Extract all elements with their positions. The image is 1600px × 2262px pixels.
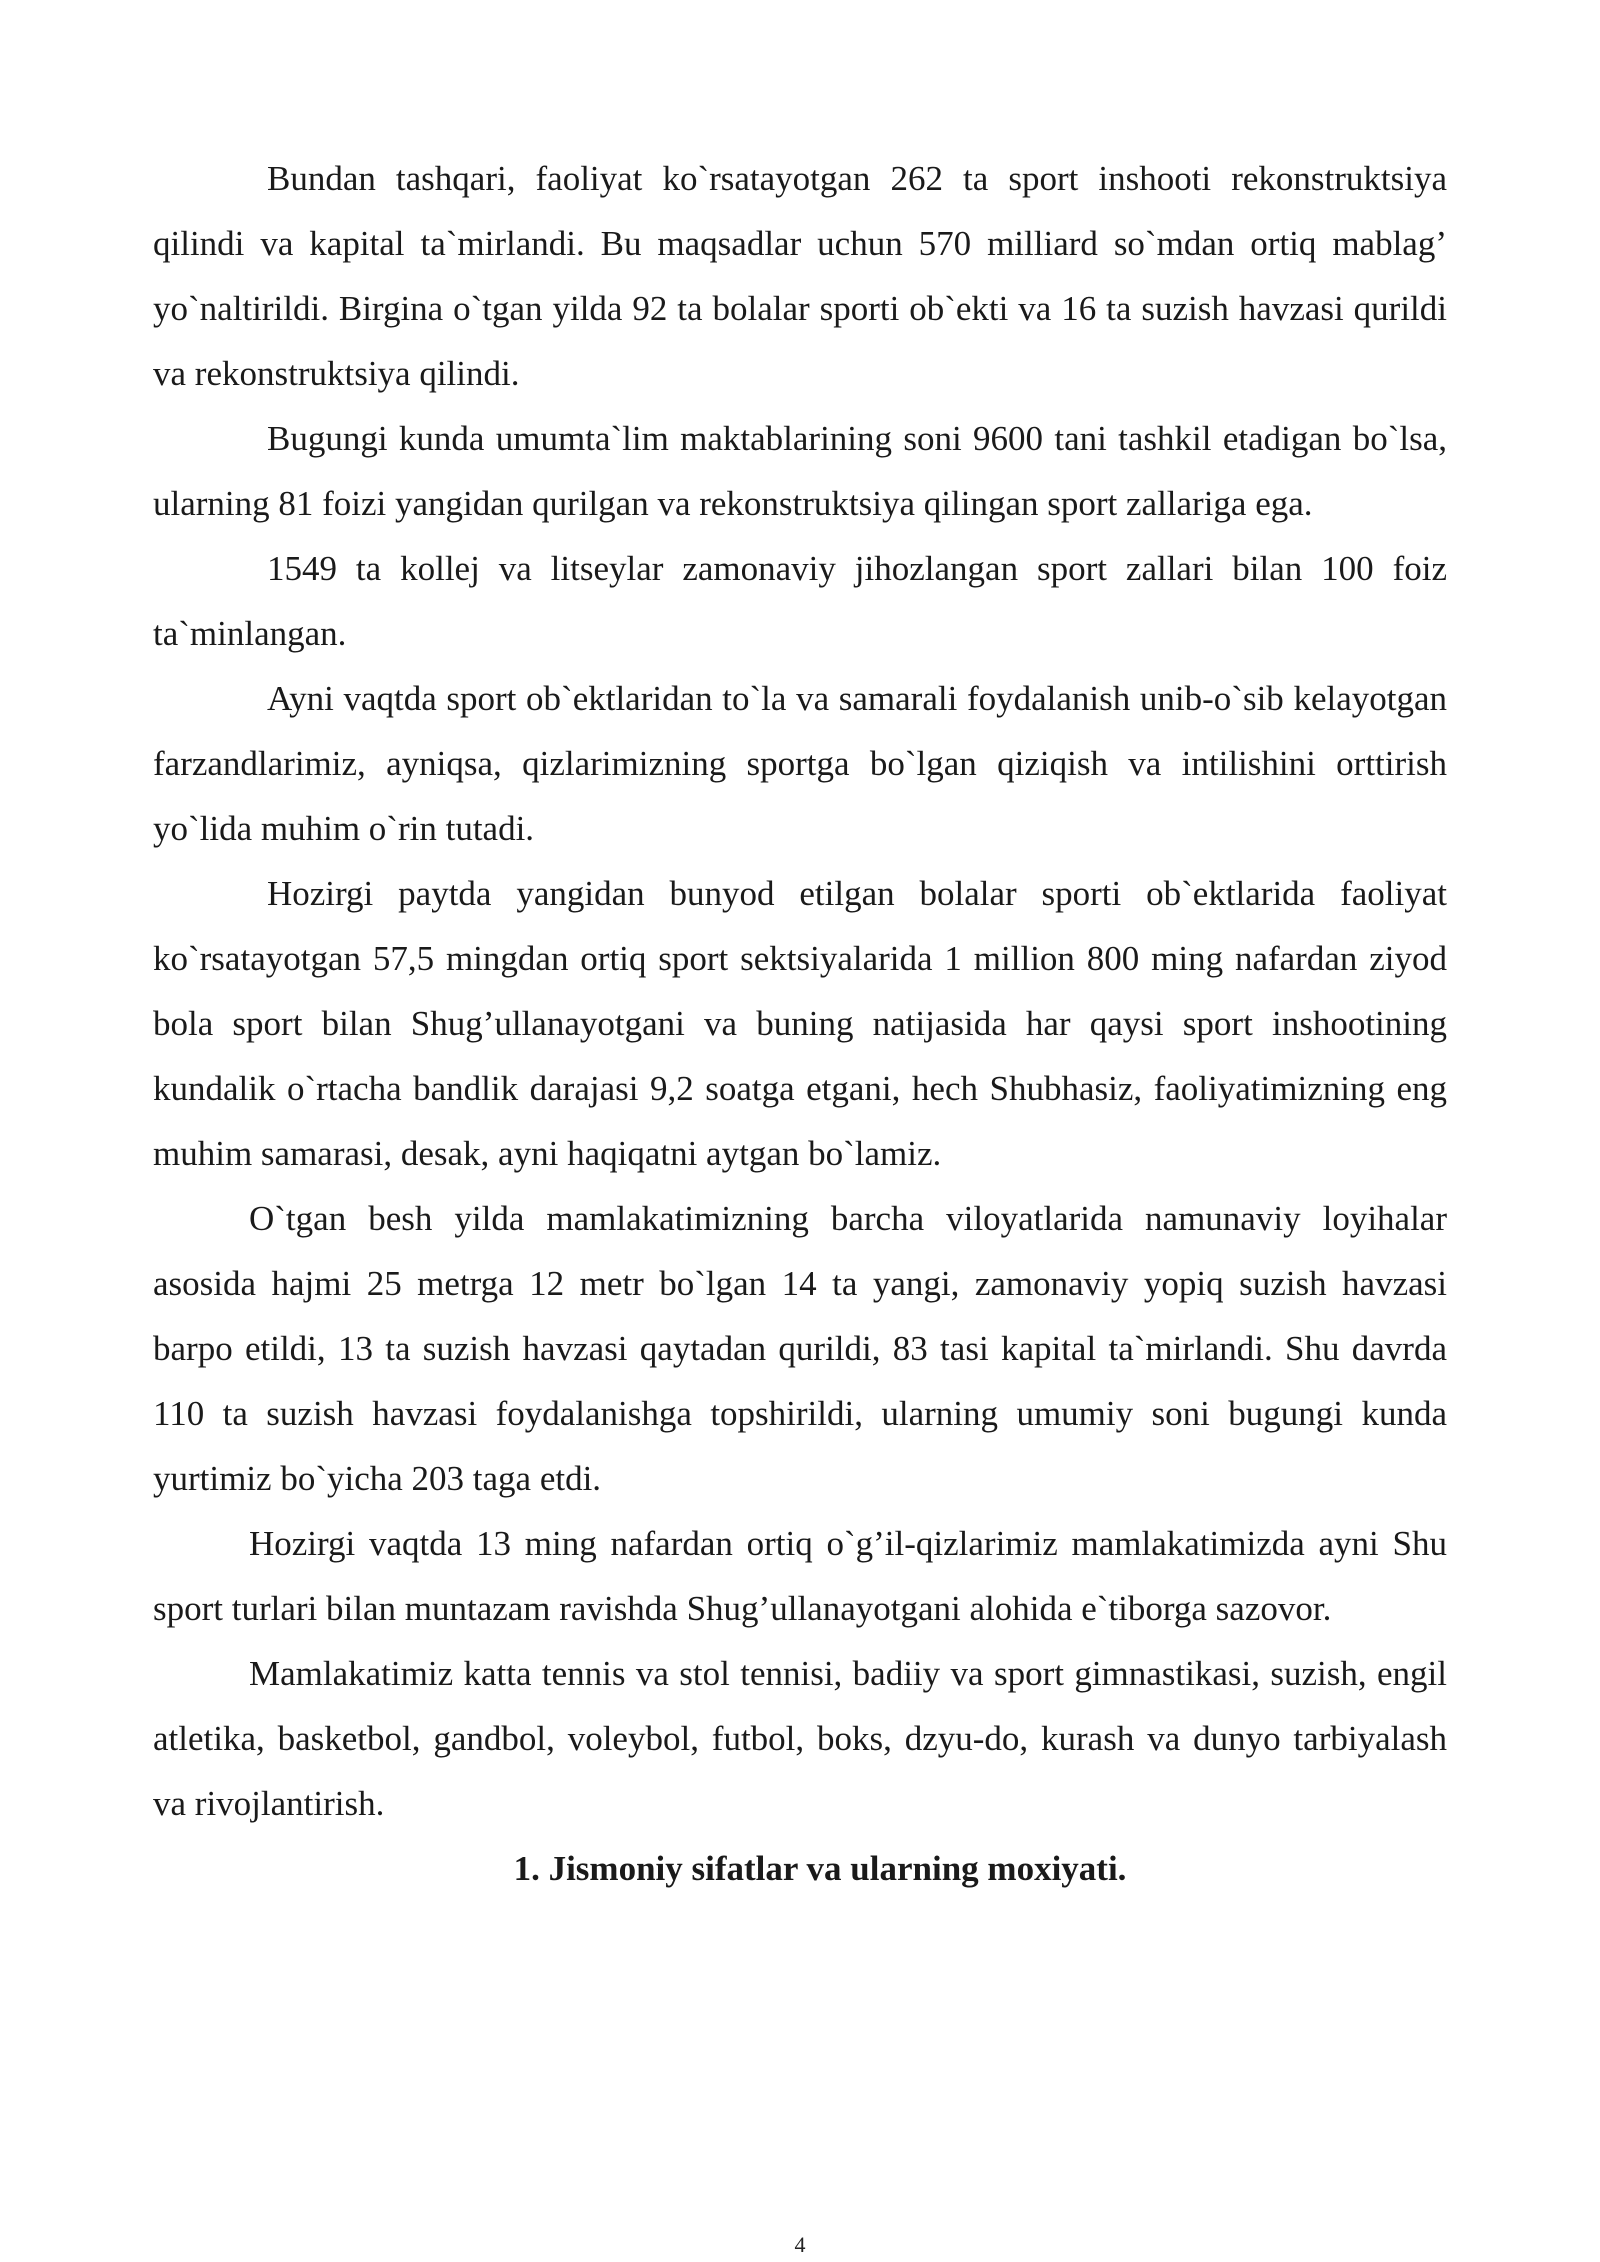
paragraph-swimming-pools: O`tgan besh yilda mamlakatimizning barcha viloyatlarida namunaviy loyihalar asosida hajmi 25 metrga 12 metr bo`lgan 14 ta yangi, zamonaviy yopiq suzish havzasi barpo etildi, 13 ta suzish havzasi qaytadan qurildi, 83 tasi kapital ta`mirlandi. Shu davrda 110 ta suzish havzasi foydalanishga topshirildi, ularning umumiy soni bugungi kunda yurtimiz bo`yicha 203 taga etdi. [153,1199,1447,1498]
paragraph-sport-facilities: Bundan tashqari, faoliyat ko`rsatayotgan 262 ta sport inshooti rekonstruktsiya qilindi va kapital ta`mirlandi. Bu maqsadlar uchun 570 milliard so`mdan ortiq mablag’ yo`naltirildi. Birgina o`tgan yilda 92 ta bolalar sporti ob`ekti va 16 ta suzish havzasi qurildi va rekonstruktsiya qilindi. [153,159,1447,393]
paragraph-schools: Bugungi kunda umumta`lim maktablarining soni 9600 tani tashkil etadigan bo`lsa, ularning 81 foizi yangidan qurilgan va rekonstruktsiya qilingan sport zallariga ega. [153,419,1447,523]
section-heading: 1. Jismoniy sifatlar va ularning moxiyati. [513,1849,1127,1888]
paragraph-sport-sections: Hozirgi paytda yangidan bunyod etilgan bolalar sporti ob`ektlarida faoliyat ko`rsatayotgan 57,5 mingdan ortiq sport sektsiyalarida 1 million 800 ming nafardan ziyod bola sport bilan Shug’ullanayotgani va buning natijasida har qaysi sport inshootining kundalik o`rtacha bandlik darajasi 9,2 soatga etgani, hech Shubhasiz, faoliyatimizning eng muhim samarasi, desak, ayni haqiqatni aytgan bo`lamiz. [153,874,1447,1173]
paragraph-colleges: 1549 ta kollej va litseylar zamonaviy jihozlangan sport zallari bilan 100 foiz ta`minlangan. [153,549,1447,653]
paragraph-sport-objects-usage: Ayni vaqtda sport ob`ektlaridan to`la va samarali foydalanish unib-o`sib kelayotgan farzandlarimiz, ayniqsa, qizlarimizning sportga bo`lgan qiziqish va intilishini orttirish yo`lida muhim o`rin tutadi. [153,679,1447,848]
page-number: 4 [794,2232,806,2257]
paragraph-sport-types: Mamlakatimiz katta tennis va stol tennisi, badiiy va sport gimnastikasi, suzish, engil atletika, basketbol, gandbol, voleybol, futbol, boks, dzyu-do, kurash va dunyo tarbiyalash va rivojlantirish. [153,1654,1447,1823]
document-body [153,146,1447,1901]
paragraph-youth-participation: Hozirgi vaqtda 13 ming nafardan ortiq o`g’il-qizlarimiz mamlakatimizda ayni Shu sport turlari bilan muntazam ravishda Shug’ullanayotgani alohida e`tiborga sazovor. [153,1524,1447,1628]
